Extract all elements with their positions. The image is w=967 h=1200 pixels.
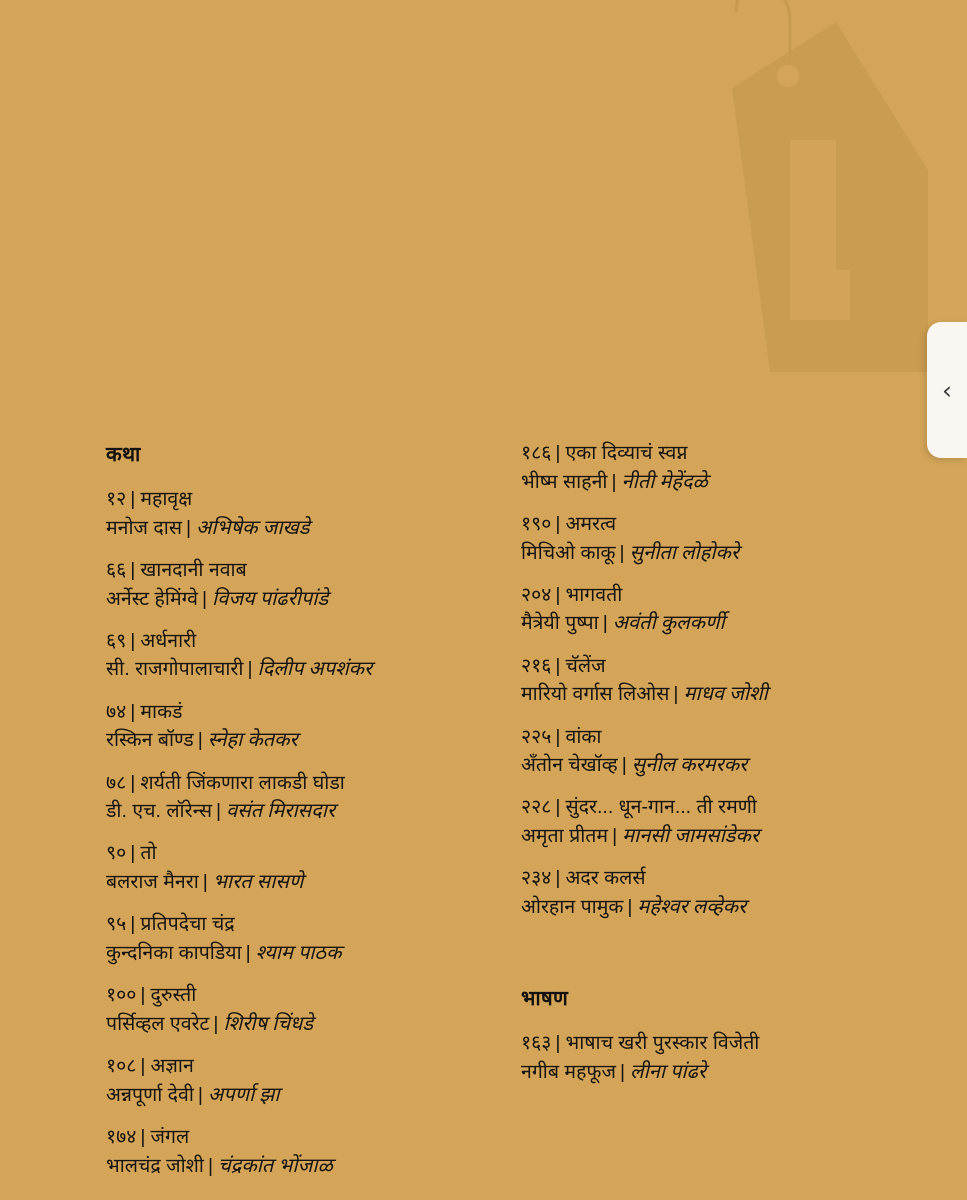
entry-author: मनोज दास xyxy=(106,516,183,539)
separator-pipe-icon: | xyxy=(216,800,222,823)
separator-pipe-icon: | xyxy=(197,1083,203,1106)
entry-translator: अवंती कुलकर्णी xyxy=(612,612,725,635)
index-entry[interactable] xyxy=(106,911,506,967)
index-entry[interactable] xyxy=(106,840,506,896)
entry-credits-line xyxy=(106,1010,506,1039)
separator-pipe-icon: | xyxy=(213,1012,219,1035)
separator-pipe-icon: | xyxy=(555,796,561,819)
separator-pipe-icon: | xyxy=(140,984,146,1007)
entry-title-line xyxy=(521,865,941,893)
entry-credits-line xyxy=(106,655,506,684)
entry-title-line xyxy=(106,770,506,798)
separator-pipe-icon: | xyxy=(611,470,617,493)
entry-credits-line xyxy=(521,1058,941,1087)
entry-credits-line xyxy=(521,609,941,638)
entry-author: डी. एच. लॉरेन्स xyxy=(106,800,213,823)
separator-pipe-icon: | xyxy=(621,754,627,777)
entry-page-number: १९० xyxy=(521,512,552,535)
entry-translator: भारत सासणे xyxy=(212,871,304,894)
entry-author: मिचिओ काकू xyxy=(521,541,616,564)
entry-page-number: २०४ xyxy=(521,583,552,606)
entry-title: प्रतिपदेचा चंद्र xyxy=(140,913,235,936)
index-entry[interactable] xyxy=(521,582,941,638)
separator-pipe-icon: | xyxy=(130,488,136,510)
entry-credits-line xyxy=(106,1152,506,1181)
separator-pipe-icon: | xyxy=(140,1125,146,1148)
entry-title-line xyxy=(521,582,941,610)
separator-pipe-icon: | xyxy=(197,729,203,752)
separator-pipe-icon: | xyxy=(247,658,253,681)
entry-title-line xyxy=(521,440,941,468)
separator-pipe-icon: | xyxy=(612,825,618,848)
entry-page-number: २२८ xyxy=(521,796,552,819)
entry-title: अदर कलर्स xyxy=(565,867,646,890)
entry-title: अज्ञान xyxy=(150,1055,194,1077)
entry-title: दुरुस्ती xyxy=(150,984,197,1007)
entry-author: बलराज मैनरा xyxy=(106,871,199,894)
separator-pipe-icon: | xyxy=(202,871,208,894)
entry-title: वांका xyxy=(565,725,602,748)
entry-author: भीष्म साहनी xyxy=(521,470,608,493)
index-entry[interactable] xyxy=(521,794,941,850)
separator-pipe-icon: | xyxy=(673,683,679,706)
index-column-left xyxy=(106,440,506,1195)
entry-credits-line xyxy=(106,585,506,614)
entry-title: चॅलेंज xyxy=(565,654,606,677)
entry-page-number: २३४ xyxy=(521,867,552,890)
separator-pipe-icon: | xyxy=(130,558,136,581)
entry-page-number: १०८ xyxy=(106,1055,137,1077)
separator-pipe-icon: | xyxy=(130,771,136,794)
entry-title: जंगल xyxy=(150,1125,190,1148)
entry-translator: सुनील करमरकर xyxy=(631,754,748,777)
index-entry[interactable] xyxy=(106,1124,506,1180)
entry-credits-line xyxy=(521,822,941,851)
entry-page-number: ६६ xyxy=(106,558,127,581)
entry-title-line xyxy=(521,724,941,752)
entry-credits-line xyxy=(106,1081,506,1110)
entry-credits-line xyxy=(106,939,506,968)
index-entry[interactable] xyxy=(521,440,941,496)
entry-page-number: २१६ xyxy=(521,654,552,677)
entry-title: भागवती xyxy=(565,583,623,606)
entry-page-number: ९५ xyxy=(106,913,127,936)
entry-title-line xyxy=(106,911,506,939)
entry-title-line xyxy=(521,1030,941,1058)
separator-pipe-icon: | xyxy=(245,941,251,964)
entry-title: अर्धनारी xyxy=(140,629,197,652)
separator-pipe-icon: | xyxy=(130,842,136,865)
entry-translator: महेश्वर लव्हेकर xyxy=(637,895,747,918)
entry-title: तो xyxy=(140,842,157,865)
entry-title-line xyxy=(521,653,941,681)
entry-translator: वसंत मिरासदार xyxy=(226,800,336,823)
entry-author: सी. राजगोपालाचारी xyxy=(106,658,244,681)
entry-author: अँतोन चेखॉव्ह xyxy=(521,754,618,777)
entry-page-number: १६३ xyxy=(521,1032,552,1055)
entry-translator: मानसी जामसांडेकर xyxy=(622,825,760,848)
entry-author: नगीब महफूज xyxy=(521,1060,616,1083)
index-entry[interactable] xyxy=(521,653,941,709)
entry-page-number: ७८ xyxy=(106,771,127,794)
entry-title-line xyxy=(106,557,506,585)
entry-title: एका दिव्याचं स्वप्न xyxy=(565,442,688,464)
entry-translator: सुनीता लोहोकरे xyxy=(629,541,740,564)
entry-title: अमरत्व xyxy=(565,512,617,535)
separator-pipe-icon: | xyxy=(207,1154,214,1177)
entry-author: अन्नपूर्णा देवी xyxy=(106,1083,194,1106)
entry-author: पर्सिव्हल एवरेट xyxy=(106,1012,210,1035)
separator-pipe-icon: | xyxy=(555,512,561,535)
entry-title: शर्यती जिंकणारा लाकडी घोडा xyxy=(140,771,345,794)
entry-credits-line xyxy=(106,797,506,826)
separator-pipe-icon: | xyxy=(555,442,561,464)
entry-author: अमृता प्रीतम xyxy=(521,825,609,848)
entry-credits-line xyxy=(521,539,941,568)
separator-pipe-icon: | xyxy=(555,725,561,748)
entry-credits-line xyxy=(521,893,941,922)
index-entry[interactable] xyxy=(106,770,506,826)
entry-translator: श्याम पाठक xyxy=(255,941,342,964)
section-heading: कथा xyxy=(106,443,141,466)
entry-translator: विजय पांढरीपांडे xyxy=(212,587,329,610)
entry-author: ओरहान पामुक xyxy=(521,895,624,918)
index-entry[interactable] xyxy=(521,1030,941,1086)
entry-credits-line xyxy=(106,726,506,755)
entry-title-line xyxy=(521,511,941,539)
entry-translator: शिरीष चिंधडे xyxy=(223,1012,314,1035)
index-column-right xyxy=(521,440,941,1101)
separator-pipe-icon: | xyxy=(555,654,561,677)
entry-title: भाषाच खरी पुरस्कार विजेती xyxy=(565,1032,760,1055)
entry-author: कुन्दनिका कापडिया xyxy=(106,941,242,964)
entry-title-line xyxy=(106,699,506,727)
entry-page-number: १८६ xyxy=(521,442,552,464)
entry-translator: अभिषेक जाखडे xyxy=(196,516,310,539)
entry-title-line xyxy=(106,840,506,868)
entry-page-number: ६९ xyxy=(106,629,127,652)
separator-pipe-icon: | xyxy=(130,913,136,936)
section-heading: भाषण xyxy=(521,987,568,1011)
entry-page-number: १०० xyxy=(106,984,137,1007)
entry-title-line xyxy=(106,982,506,1010)
entry-title-line xyxy=(106,486,506,514)
drawer-handle[interactable] xyxy=(927,322,967,458)
entry-author: मैत्रेयी पुष्पा xyxy=(521,612,599,635)
entry-title-line xyxy=(106,1053,506,1081)
entry-translator: चंद्रकांत भोंजाळ xyxy=(218,1154,333,1177)
entry-page-number: १७४ xyxy=(106,1125,137,1148)
entry-page-number: १२ xyxy=(106,488,127,510)
separator-pipe-icon: | xyxy=(186,516,192,539)
separator-pipe-icon: | xyxy=(201,587,208,610)
index-entry[interactable] xyxy=(106,982,506,1038)
entry-credits-line xyxy=(521,468,941,497)
separator-pipe-icon: | xyxy=(130,700,136,723)
entry-title: सुंदर... धून-गान... ती रमणी xyxy=(565,796,757,819)
entry-title: माकडं xyxy=(140,700,183,723)
separator-pipe-icon: | xyxy=(619,541,625,564)
entry-translator: अपर्णा झा xyxy=(207,1083,280,1106)
entry-translator: नीती मेहेंदळे xyxy=(621,470,708,493)
index-entry[interactable] xyxy=(106,1053,506,1109)
index-entry[interactable] xyxy=(521,865,941,921)
index-entry[interactable] xyxy=(106,486,506,542)
separator-pipe-icon: | xyxy=(140,1055,146,1077)
entry-page-number: ९० xyxy=(106,842,127,865)
separator-pipe-icon: | xyxy=(555,1032,561,1055)
entry-translator: स्नेहा केतकर xyxy=(207,729,298,752)
entry-credits-line xyxy=(521,680,941,709)
separator-pipe-icon: | xyxy=(627,895,633,918)
entry-author: भालचंद्र जोशी xyxy=(106,1154,204,1177)
entry-title-line xyxy=(521,794,941,822)
index-entry[interactable] xyxy=(106,557,506,613)
index-entry[interactable] xyxy=(106,699,506,755)
entry-credits-line xyxy=(521,751,941,780)
entry-translator: लीना पांढरे xyxy=(630,1060,707,1083)
entry-title-line xyxy=(106,628,506,656)
separator-pipe-icon: | xyxy=(602,612,608,635)
separator-pipe-icon: | xyxy=(555,583,561,606)
entry-translator: दिलीप अपशंकर xyxy=(257,658,373,681)
entry-title-line xyxy=(106,1124,506,1152)
entry-author: अर्नेस्ट हेमिंग्वे xyxy=(106,587,198,610)
separator-pipe-icon: | xyxy=(130,629,136,652)
entry-author: मारियो वर्गास लिओस xyxy=(521,683,670,706)
entry-page-number: ७४ xyxy=(106,700,127,723)
entry-credits-line xyxy=(106,868,506,897)
index-entry[interactable] xyxy=(521,511,941,567)
index-entry[interactable] xyxy=(521,724,941,780)
entry-translator: माधव जोशी xyxy=(683,683,768,706)
entry-title: खानदानी नवाब xyxy=(140,558,247,581)
separator-pipe-icon: | xyxy=(619,1060,626,1083)
chevron-left-icon: ‹ xyxy=(942,375,952,405)
entry-author: रस्किन बॉण्ड xyxy=(106,729,194,752)
entry-page-number: २२५ xyxy=(521,725,552,748)
section-spacer xyxy=(521,936,941,984)
price-tag-illustration xyxy=(640,0,967,400)
separator-pipe-icon: | xyxy=(555,867,561,890)
index-entry[interactable] xyxy=(106,628,506,684)
entry-title: महावृक्ष xyxy=(140,488,193,510)
entry-credits-line xyxy=(106,514,506,543)
